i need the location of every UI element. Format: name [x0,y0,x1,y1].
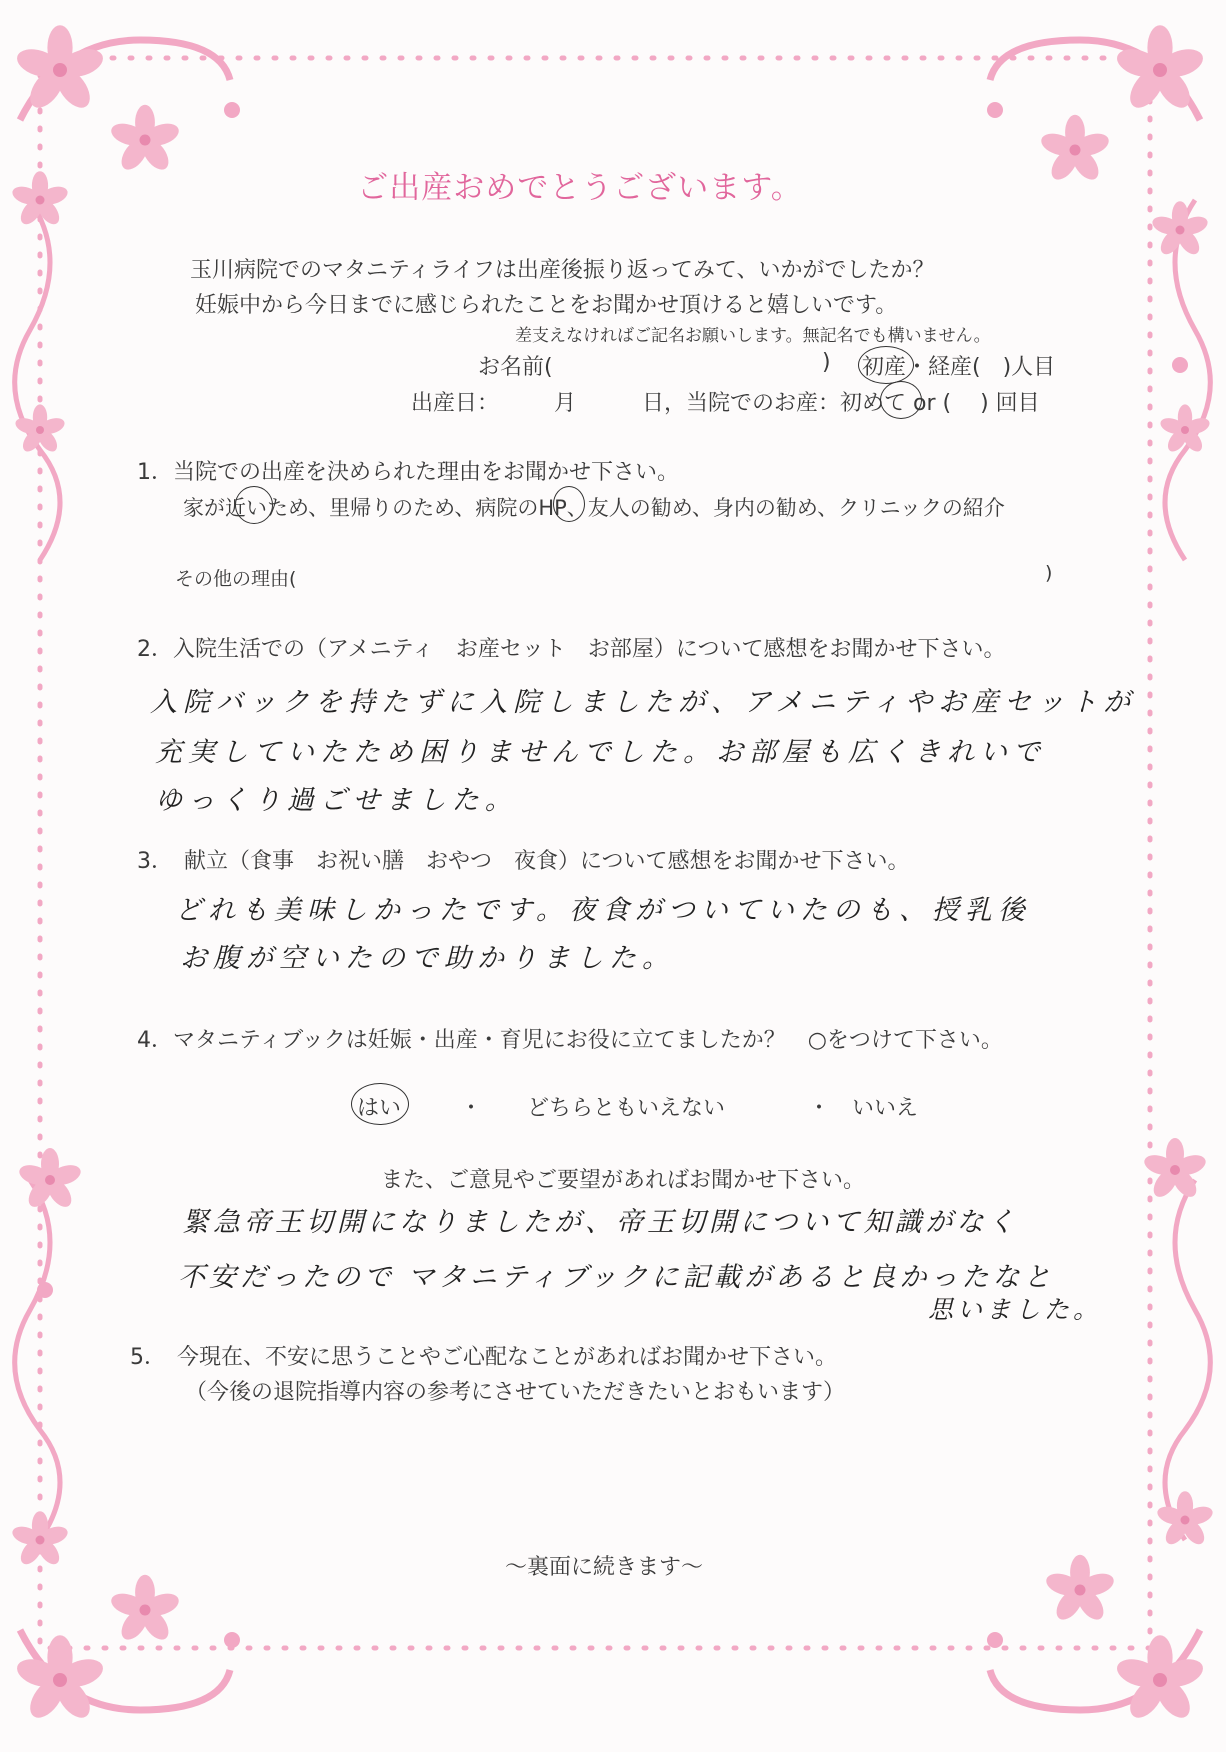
q4-answer-line-3: 思いました。 [928,1295,1103,1324]
q1-other-label: その他の理由( [175,568,297,590]
continued-on-back: ～裏面に続きます～ [505,1555,704,1580]
q4-answer-line-1: 緊急帝王切開になりましたが、帝王切開について知識がなく [182,1207,1019,1238]
page-title: ご出産おめでとうございます。 [357,170,803,206]
q3-question: 3． 献立（食事 お祝い膳 おやつ 夜食）について感想をお聞かせ下さい。 [137,849,910,874]
q4-choice-neither: どちらともいえない [527,1096,726,1121]
near-home-circle-mark [235,486,273,524]
hospital-birth-count: 当院でのお産：初めて or ( ) 回目 [686,391,1040,416]
name-close: ) [822,350,831,375]
intro-line-2: 妊娠中から今日までに感じられたことをお聞かせ頂けると嬉しいです。 [195,293,898,318]
q4-choice-sep-1: ・ [460,1096,483,1121]
q2-answer-line-1: 入院バックを持たずに入院しましたが、アメニティやお産セットが [150,687,1137,718]
birth-order: 初産・経産( )人目 [862,355,1056,380]
q2-answer-line-2: 充実していたため困りませんでした。お部屋も広くきれいで [155,737,1046,768]
q4-answer-line-2: 不安だったので マタニティブックに記載があると良かったなと [178,1262,1055,1293]
anonymous-note: 差支えなければご記名お願いします。無記名でも構いません。 [515,326,991,346]
first-birth-circle-mark [858,346,914,384]
q3-answer-line-1: どれも美味しかったです。夜食がついていたのも、授乳後 [175,895,1031,926]
q4-request-prompt: また、ご意見やご要望があればお聞かせ下さい。 [381,1168,866,1193]
first-time-circle-mark [880,381,922,419]
intro-line-1: 玉川病院でのマタニティライフは出産後振り返ってみて、いかがでしたか？ [190,258,935,283]
q2-question: 2．入院生活での（アメニティ お産セット お部屋）について感想をお聞かせ下さい。 [137,637,1006,662]
name-label: お名前( [478,355,553,380]
birth-date-label: 出産日： 月 日， [411,391,687,416]
q5-subnote: （今後の退院指導内容の参考にさせていただきたいとおもいます） [185,1380,846,1405]
q1-question: 1．当院での出産を決められた理由をお聞かせ下さい。 [137,460,679,485]
q4-choice-sep-2: ・ [808,1096,831,1121]
q3-answer-line-2: お腹が空いたので助かりました。 [180,943,675,974]
q4-choice-no: いいえ [852,1096,919,1121]
yes-circle-mark [351,1083,409,1125]
q4-choice-yes: はい [357,1096,402,1121]
q1-other-close: ) [1045,562,1053,584]
q1-options: 家が近いため、里帰りのため、病院のHP、友人の勧め、身内の勧め、クリニックの紹介 [183,496,1005,520]
q2-answer-line-3: ゆっくり過ごせました。 [155,785,518,816]
q5-question: 5． 今現在、不安に思うことやご心配なことがあればお聞かせ下さい。 [130,1345,837,1370]
hospital-hp-circle-mark [553,486,585,522]
q4-question: 4．マタニティブックは妊娠・出産・育児にお役に立てましたか？ ○をつけて下さい。 [137,1028,1003,1053]
